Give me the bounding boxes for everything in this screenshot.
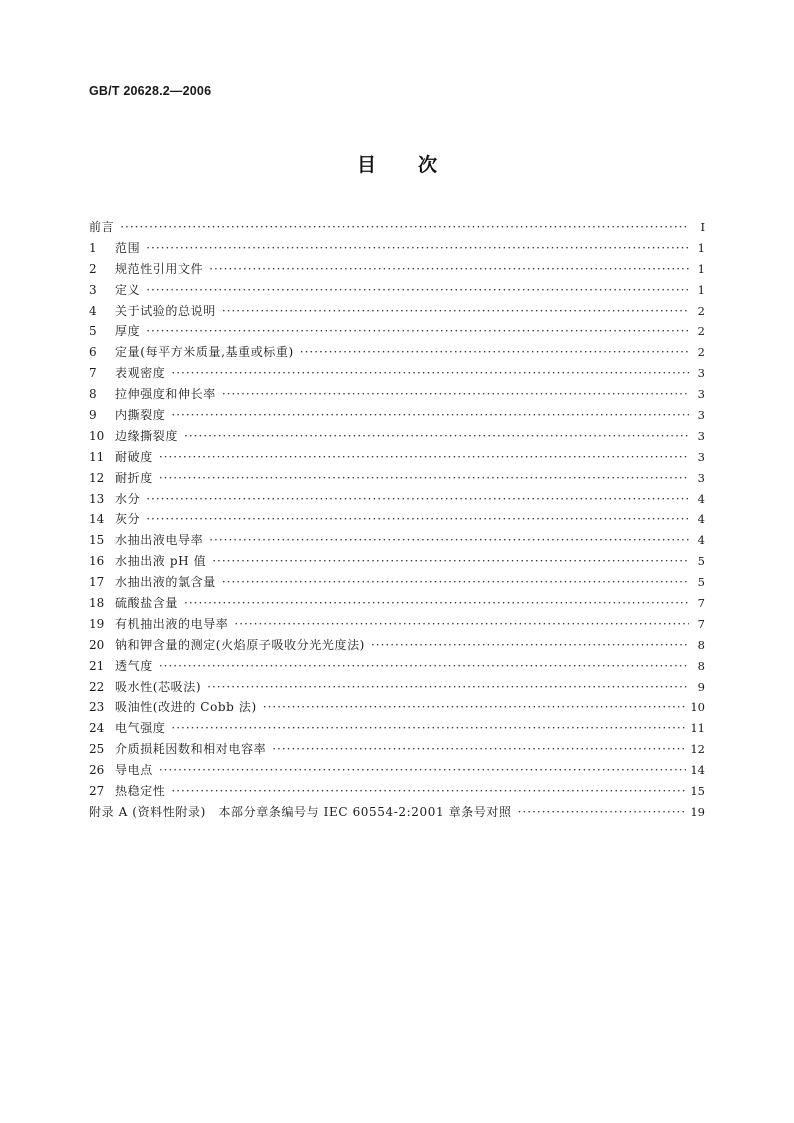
toc-entry-page: 8 bbox=[697, 658, 705, 673]
toc-entry[interactable] bbox=[89, 426, 705, 447]
toc-entry-label: 水抽出液电导率 bbox=[115, 533, 204, 548]
table-of-contents bbox=[89, 217, 705, 823]
toc-entry-page: 4 bbox=[697, 533, 705, 548]
toc-entry-number: 14 bbox=[89, 512, 105, 527]
toc-entry[interactable] bbox=[89, 405, 705, 426]
toc-entry[interactable] bbox=[89, 489, 705, 510]
toc-entry-number: 7 bbox=[89, 366, 97, 381]
toc-leader-dots bbox=[146, 280, 689, 301]
toc-leader-dots bbox=[171, 781, 686, 802]
toc-leader-dots bbox=[146, 238, 689, 259]
toc-leader-dots bbox=[263, 697, 687, 718]
toc-entry[interactable] bbox=[89, 238, 705, 259]
toc-entry[interactable] bbox=[89, 593, 705, 614]
toc-entry[interactable] bbox=[89, 301, 705, 322]
toc-entry[interactable] bbox=[89, 384, 705, 405]
toc-entry-label: 边缘撕裂度 bbox=[115, 428, 179, 443]
toc-leader-dots bbox=[171, 405, 689, 426]
toc-entry-number: 27 bbox=[89, 784, 105, 799]
toc-entry-number: 10 bbox=[89, 428, 105, 443]
toc-entry[interactable] bbox=[89, 342, 705, 363]
toc-entry-number: 13 bbox=[89, 491, 105, 506]
toc-entry-page: 10 bbox=[690, 700, 705, 715]
toc-entry[interactable] bbox=[89, 718, 705, 739]
toc-entry[interactable] bbox=[89, 321, 705, 342]
toc-leader-dots bbox=[146, 489, 689, 510]
toc-entry-label: 吸水性(芯吸法) bbox=[115, 679, 202, 694]
toc-entry-number: 2 bbox=[89, 261, 97, 276]
toc-leader-dots bbox=[371, 635, 689, 656]
toc-leader-dots bbox=[159, 760, 687, 781]
toc-entry-number: 12 bbox=[89, 470, 105, 485]
toc-entry-page: 14 bbox=[690, 763, 705, 778]
toc-entry-label: 介质损耗因数和相对电容率 bbox=[115, 742, 267, 757]
toc-entry[interactable] bbox=[89, 697, 705, 718]
toc-entry[interactable] bbox=[89, 572, 705, 593]
toc-entry-page: 4 bbox=[697, 491, 705, 506]
toc-entry-page: 3 bbox=[697, 449, 705, 464]
toc-entry[interactable] bbox=[89, 635, 705, 656]
toc-entry[interactable] bbox=[89, 760, 705, 781]
toc-leader-dots bbox=[300, 342, 689, 363]
toc-entry-number: 20 bbox=[89, 637, 105, 652]
toc-entry[interactable] bbox=[89, 280, 705, 301]
toc-entry-label: 耐折度 bbox=[115, 470, 153, 485]
toc-entry-page: I bbox=[700, 220, 705, 234]
toc-entry-number: 23 bbox=[89, 700, 105, 715]
toc-leader-dots bbox=[212, 551, 689, 572]
toc-entry-page: 19 bbox=[690, 804, 705, 819]
toc-entry-number: 3 bbox=[89, 282, 97, 297]
toc-leader-dots bbox=[222, 384, 689, 405]
toc-leader-dots bbox=[146, 321, 689, 342]
toc-leader-dots bbox=[272, 739, 686, 760]
toc-entry-label: 水抽出液 pH 值 bbox=[115, 554, 207, 569]
toc-entry-number: 4 bbox=[89, 303, 97, 318]
toc-entry-label: 定量(每平方米质量,基重或标重) bbox=[115, 345, 294, 360]
toc-entry-page: 15 bbox=[690, 784, 705, 799]
toc-leader-dots bbox=[207, 677, 689, 698]
toc-entry-number: 24 bbox=[89, 721, 105, 736]
toc-entry-label: 规范性引用文件 bbox=[115, 261, 204, 276]
toc-entry-number: 11 bbox=[89, 449, 105, 464]
toc-entry-label: 厚度 bbox=[115, 324, 141, 339]
page-title: 目次 bbox=[356, 154, 479, 176]
toc-entry-label: 附录 A (资料性附录) 本部分章条编号与 IEC 60554-2:2001 章条号对照 bbox=[89, 804, 512, 819]
toc-entry-number: 16 bbox=[89, 554, 105, 569]
toc-entry-page: 3 bbox=[697, 387, 705, 402]
toc-entry-page: 3 bbox=[697, 428, 705, 443]
toc-entry-label: 透气度 bbox=[115, 658, 153, 673]
toc-entry-label: 前言 bbox=[89, 220, 115, 234]
toc-entry[interactable] bbox=[89, 217, 705, 238]
toc-entry-number: 8 bbox=[89, 387, 97, 402]
toc-entry-page: 5 bbox=[697, 554, 705, 569]
toc-entry[interactable] bbox=[89, 447, 705, 468]
toc-entry-page: 7 bbox=[697, 596, 705, 611]
toc-entry-page: 1 bbox=[697, 261, 705, 276]
toc-entry-page: 8 bbox=[697, 637, 705, 652]
toc-entry-label: 灰分 bbox=[115, 512, 141, 527]
toc-leader-dots bbox=[518, 802, 687, 823]
toc-leader-dots bbox=[234, 614, 689, 635]
toc-entry-label: 耐破度 bbox=[115, 449, 153, 464]
toc-entry[interactable] bbox=[89, 551, 705, 572]
toc-entry-page: 5 bbox=[697, 575, 705, 590]
toc-entry-page: 11 bbox=[690, 721, 705, 736]
toc-entry-page: 12 bbox=[690, 742, 705, 757]
toc-entry-label: 硫酸盐含量 bbox=[115, 596, 179, 611]
toc-entry-number: 1 bbox=[89, 240, 97, 255]
toc-leader-dots bbox=[209, 530, 689, 551]
toc-leader-dots bbox=[171, 363, 689, 384]
toc-entry-page: 2 bbox=[697, 303, 705, 318]
toc-entry-label: 有机抽出液的电导率 bbox=[115, 616, 229, 631]
toc-entry-page: 3 bbox=[697, 470, 705, 485]
toc-entry-label: 导电点 bbox=[115, 763, 153, 778]
toc-entry-label: 范围 bbox=[115, 240, 141, 255]
toc-entry-label: 定义 bbox=[115, 282, 141, 297]
toc-entry[interactable] bbox=[89, 802, 705, 823]
toc-entry[interactable] bbox=[89, 530, 705, 551]
toc-entry-label: 拉伸强度和伸长率 bbox=[115, 387, 216, 402]
toc-entry-label: 水抽出液的氯含量 bbox=[115, 575, 216, 590]
toc-leader-dots bbox=[159, 447, 689, 468]
toc-leader-dots bbox=[209, 259, 689, 280]
toc-entry-number: 15 bbox=[89, 533, 105, 548]
toc-entry-label: 钠和钾含量的测定(火焰原子吸收分光光度法) bbox=[115, 637, 365, 652]
toc-entry-label: 内撕裂度 bbox=[115, 408, 166, 423]
toc-leader-dots bbox=[159, 656, 689, 677]
toc-entry-page: 4 bbox=[697, 512, 705, 527]
document-code: GB/T 20628.2—2006 bbox=[89, 84, 212, 98]
toc-leader-dots bbox=[222, 572, 689, 593]
toc-entry-label: 吸油性(改进的 Cobb 法) bbox=[115, 700, 257, 715]
toc-leader-dots bbox=[120, 217, 689, 238]
toc-entry-page: 9 bbox=[697, 679, 705, 694]
toc-entry-number: 19 bbox=[89, 616, 105, 631]
toc-entry[interactable] bbox=[89, 739, 705, 760]
toc-entry[interactable] bbox=[89, 781, 705, 802]
toc-entry-number: 26 bbox=[89, 763, 105, 778]
toc-entry-page: 1 bbox=[697, 240, 705, 255]
toc-entry[interactable] bbox=[89, 614, 705, 635]
toc-entry-label: 热稳定性 bbox=[115, 784, 166, 799]
toc-entry-number: 22 bbox=[89, 679, 105, 694]
toc-leader-dots bbox=[146, 509, 689, 530]
toc-entry-number: 6 bbox=[89, 345, 97, 360]
toc-leader-dots bbox=[222, 301, 689, 322]
toc-entry-page: 7 bbox=[697, 616, 705, 631]
toc-entry[interactable] bbox=[89, 363, 705, 384]
toc-entry-page: 1 bbox=[697, 282, 705, 297]
toc-entry-number: 21 bbox=[89, 658, 105, 673]
toc-entry[interactable] bbox=[89, 468, 705, 489]
toc-entry-label: 水分 bbox=[115, 491, 141, 506]
toc-entry[interactable] bbox=[89, 509, 705, 530]
toc-entry-number: 25 bbox=[89, 742, 105, 757]
toc-entry-number: 17 bbox=[89, 575, 105, 590]
toc-entry[interactable] bbox=[89, 656, 705, 677]
toc-entry[interactable] bbox=[89, 259, 705, 280]
toc-entry-number: 9 bbox=[89, 408, 97, 423]
toc-entry-page: 2 bbox=[697, 345, 705, 360]
toc-entry-label: 电气强度 bbox=[115, 721, 166, 736]
toc-entry-page: 3 bbox=[697, 366, 705, 381]
toc-entry-number: 18 bbox=[89, 596, 105, 611]
toc-entry-label: 表观密度 bbox=[115, 366, 166, 381]
toc-entry[interactable] bbox=[89, 677, 705, 698]
toc-entry-page: 3 bbox=[697, 408, 705, 423]
toc-leader-dots bbox=[159, 468, 689, 489]
toc-leader-dots bbox=[184, 426, 689, 447]
toc-entry-number: 5 bbox=[89, 324, 97, 339]
toc-leader-dots bbox=[171, 718, 686, 739]
toc-entry-page: 2 bbox=[697, 324, 705, 339]
toc-entry-label: 关于试验的总说明 bbox=[115, 303, 216, 318]
toc-leader-dots bbox=[184, 593, 689, 614]
